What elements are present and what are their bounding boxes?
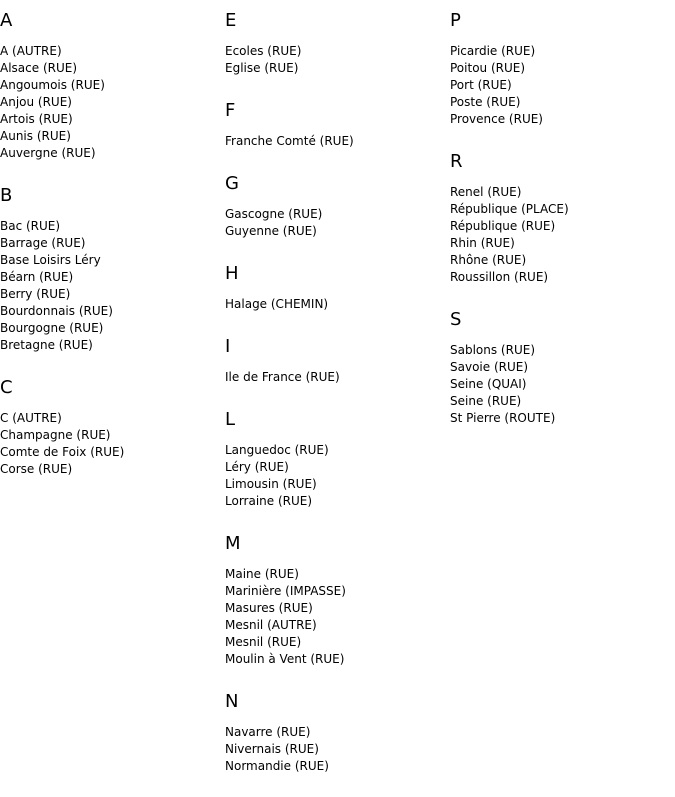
street-list	[225, 43, 445, 77]
letter-group	[225, 532, 445, 668]
street-list	[225, 296, 445, 313]
street-link[interactable]: Base Loisirs Léry	[0, 253, 101, 267]
letter-group	[450, 9, 670, 128]
street-link[interactable]: Bretagne (RUE)	[0, 338, 93, 352]
street-link[interactable]: Maine (RUE)	[225, 567, 299, 581]
street-link[interactable]: Languedoc (RUE)	[225, 443, 329, 457]
street-link[interactable]: Angoumois (RUE)	[0, 78, 105, 92]
street-link[interactable]: Navarre (RUE)	[225, 725, 311, 739]
street-link[interactable]: Ecoles (RUE)	[225, 44, 302, 58]
street-link[interactable]: Picardie (RUE)	[450, 44, 536, 58]
street-link[interactable]: Mesnil (RUE)	[225, 635, 302, 649]
street-link[interactable]: Anjou (RUE)	[0, 95, 72, 109]
street-link[interactable]: Eglise (RUE)	[225, 61, 299, 75]
letter-heading: F	[225, 100, 236, 121]
street-list	[450, 184, 670, 286]
street-list	[450, 43, 670, 128]
street-link[interactable]: Sablons (RUE)	[450, 343, 536, 357]
letter-heading: M	[225, 533, 241, 554]
street-link[interactable]: Roussillon (RUE)	[450, 270, 549, 284]
street-link[interactable]: Moulin à Vent (RUE)	[225, 652, 345, 666]
letter-group	[450, 308, 670, 427]
street-link[interactable]: Bac (RUE)	[0, 219, 61, 233]
street-link[interactable]: Auvergne (RUE)	[0, 146, 96, 160]
street-link[interactable]: Aunis (RUE)	[0, 129, 71, 143]
street-link[interactable]: Nivernais (RUE)	[225, 742, 319, 756]
street-link[interactable]: Gascogne (RUE)	[225, 207, 323, 221]
letter-heading: L	[225, 409, 236, 430]
street-link[interactable]: C (AUTRE)	[0, 411, 62, 425]
letter-heading: R	[450, 151, 463, 172]
letter-group	[225, 335, 445, 386]
street-link[interactable]: Rhin (RUE)	[450, 236, 515, 250]
street-link[interactable]: Franche Comté (RUE)	[225, 134, 354, 148]
street-link[interactable]: Berry (RUE)	[0, 287, 71, 301]
street-list	[225, 566, 445, 668]
street-link[interactable]: Ile de France (RUE)	[225, 370, 340, 384]
street-list	[225, 133, 445, 150]
street-link[interactable]: Artois (RUE)	[0, 112, 73, 126]
street-list	[225, 442, 445, 510]
letter-heading: N	[225, 691, 239, 712]
letter-group	[225, 9, 445, 77]
letter-group	[0, 184, 220, 354]
street-link[interactable]: Seine (RUE)	[450, 394, 522, 408]
letter-heading: H	[225, 263, 239, 284]
street-link[interactable]: République (PLACE)	[450, 202, 569, 216]
index-column-3	[450, 9, 670, 449]
street-link[interactable]: Corse (RUE)	[0, 462, 73, 476]
street-list	[225, 206, 445, 240]
street-link[interactable]: Lorraine (RUE)	[225, 494, 313, 508]
letter-heading: P	[450, 10, 461, 31]
street-link[interactable]: A (AUTRE)	[0, 44, 62, 58]
letter-heading: C	[0, 377, 13, 398]
street-link[interactable]: Mesnil (AUTRE)	[225, 618, 317, 632]
index-column-1	[0, 9, 220, 500]
street-link[interactable]: Léry (RUE)	[225, 460, 289, 474]
letter-heading: A	[0, 10, 13, 31]
street-link[interactable]: St Pierre (ROUTE)	[450, 411, 556, 425]
street-link[interactable]: Provence (RUE)	[450, 112, 543, 126]
index-column-2	[225, 9, 445, 797]
street-list	[225, 369, 445, 386]
street-link[interactable]: République (RUE)	[450, 219, 556, 233]
street-link[interactable]: Halage (CHEMIN)	[225, 297, 329, 311]
street-list	[0, 410, 220, 478]
street-link[interactable]: Limousin (RUE)	[225, 477, 317, 491]
letter-group	[225, 172, 445, 240]
street-link[interactable]: Poitou (RUE)	[450, 61, 526, 75]
letter-group	[0, 9, 220, 162]
letter-heading: B	[0, 185, 13, 206]
street-list	[0, 43, 220, 162]
street-link[interactable]: Normandie (RUE)	[225, 759, 329, 773]
street-link[interactable]: Rhône (RUE)	[450, 253, 527, 267]
street-link[interactable]: Bourdonnais (RUE)	[0, 304, 113, 318]
street-link[interactable]: Poste (RUE)	[450, 95, 521, 109]
letter-heading: E	[225, 10, 237, 31]
letter-group	[225, 690, 445, 775]
street-link[interactable]: Masures (RUE)	[225, 601, 313, 615]
letter-group	[225, 408, 445, 510]
letter-group	[0, 376, 220, 478]
street-link[interactable]: Marinière (IMPASSE)	[225, 584, 346, 598]
street-link[interactable]: Seine (QUAI)	[450, 377, 527, 391]
street-link[interactable]: Champagne (RUE)	[0, 428, 111, 442]
street-link[interactable]: Renel (RUE)	[450, 185, 522, 199]
street-list	[450, 342, 670, 427]
letter-group	[450, 150, 670, 286]
street-link[interactable]: Bourgogne (RUE)	[0, 321, 104, 335]
street-link[interactable]: Savoie (RUE)	[450, 360, 529, 374]
street-link[interactable]: Béarn (RUE)	[0, 270, 74, 284]
letter-heading: S	[450, 309, 462, 330]
street-link[interactable]: Guyenne (RUE)	[225, 224, 317, 238]
street-link[interactable]: Alsace (RUE)	[0, 61, 78, 75]
letter-heading: G	[225, 173, 239, 194]
street-list	[225, 724, 445, 775]
street-link[interactable]: Barrage (RUE)	[0, 236, 86, 250]
letter-heading: I	[225, 336, 231, 357]
street-link[interactable]: Port (RUE)	[450, 78, 512, 92]
street-link[interactable]: Comte de Foix (RUE)	[0, 445, 125, 459]
street-list	[0, 218, 220, 354]
letter-group	[225, 262, 445, 313]
letter-group	[225, 99, 445, 150]
